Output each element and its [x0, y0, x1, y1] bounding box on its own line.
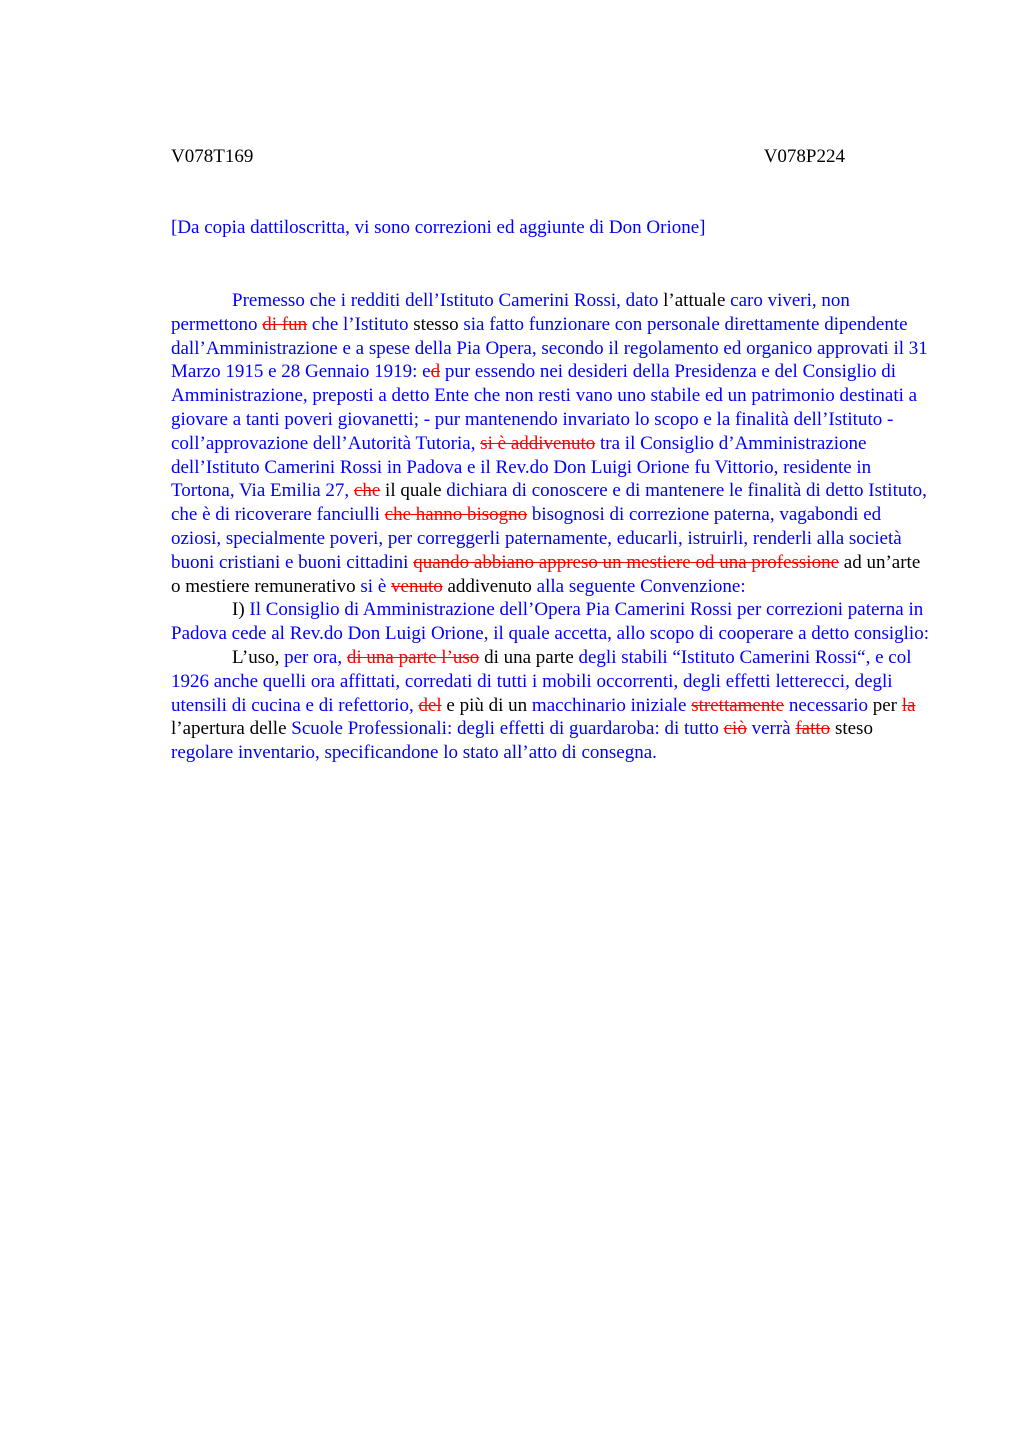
original-text: di una parte [479, 646, 579, 668]
deleted-text: che [353, 480, 381, 502]
document-body [171, 289, 929, 765]
added-text: dichiara di conoscere e di mantenere le finalità di detto Istituto, che è di ricoverare fanciulli [171, 480, 927, 526]
original-text: steso [830, 718, 873, 740]
added-text: sia fatto funzionare con personale direttamente dipendente dall’Amministrazione e a spese della Pia Opera, secondo il regolamento ed organico approvati il 31 Marzo 1915 e 28 Gennaio 1919: e [171, 313, 928, 383]
original-text: L’uso, [232, 646, 285, 668]
paragraph-article-one [171, 598, 929, 646]
original-text: il quale [380, 480, 447, 502]
added-text: Premesso che i redditi dell’Istituto Camerini Rossi, dato [232, 290, 664, 311]
original-text: ad un’arte o mestiere remunerativo [171, 551, 921, 597]
original-text: I) [232, 599, 250, 621]
deleted-text: del [418, 694, 442, 716]
added-text: degli stabili “Istituto Camerini Rossi“, e col 1926 anche quelli ora affittati, corredati di tutti i mobili occorrenti, degli effetti letterecci, degli utensili di cucina e di refettorio, [171, 646, 912, 716]
deleted-text: la [901, 694, 916, 716]
added-text: regolare inventario, specificandone lo stato all’atto di consegna. [171, 742, 657, 764]
original-text: e più di un [441, 694, 532, 716]
original-text: l’apertura delle [171, 718, 292, 740]
added-text: pur essendo nei desideri della Presidenza e del Consiglio di Amministrazione, preposti a detto Ente che non resti vano uno stabile ed un patrimonio destinati a giovare a tanti poveri giovanetti; - pur mantenendo invariato lo scopo e la finalità dell’Istituto - coll’approvazione dell’Autorità Tutoria, [171, 361, 918, 454]
deleted-text: che hanno bisogno [384, 504, 528, 526]
added-text: Il Consiglio di Amministrazione dell’Opera Pia Camerini Rossi per correzioni paterna in Padova cede al Rev.do Don Luigi Orione, il quale accetta, allo scopo di cooperare a detto consiglio: [171, 599, 929, 645]
added-text: si è [360, 575, 392, 597]
paragraph-premesso [171, 289, 929, 598]
original-text: per [872, 694, 902, 716]
added-text: Scuole Professionali: degli effetti di guardaroba: di tutto [291, 718, 724, 740]
deleted-text: venuto [391, 575, 443, 597]
original-text: addivenuto [442, 575, 537, 597]
deleted-text: quando abbiano appreso un mestiere od una professione [413, 551, 840, 573]
editorial-note: [Da copia dattiloscritta, vi sono correzioni ed aggiunte di Don Orione] [171, 217, 706, 238]
added-text: tra il Consiglio d’Amministrazione dell’Istituto Camerini Rossi in Padova e il Rev.do Don Luigi Orione fu Vittorio, residente in Tortona, Via Emilia 27, [171, 432, 872, 502]
deleted-text: di fun [262, 313, 308, 335]
added-text: bisognosi di correzione paterna, vagabondi ed oziosi, specialmente poveri, per correggerli paternamente, educarli, istruirli, renderli alla società buoni cristiani e buoni cittadini [171, 504, 902, 573]
added-text: macchinario iniziale [531, 694, 692, 716]
deleted-text: fatto [795, 718, 831, 740]
deleted-text: ciò [723, 718, 747, 740]
added-text: verrà [746, 718, 796, 740]
original-text: stesso [413, 313, 464, 335]
added-text: che l’Istituto [307, 313, 414, 335]
original-text: l’attuale [663, 290, 731, 311]
document-code-right: V078P224 [763, 146, 845, 167]
deleted-text: si è addivenuto [480, 432, 596, 454]
added-text: caro viveri, non permettono [171, 290, 850, 335]
added-text: per ora, [284, 646, 347, 668]
deleted-text: strettamente [691, 694, 785, 716]
added-text: alla seguente Convenzione: [536, 575, 746, 597]
deleted-text: d [430, 361, 441, 383]
document-code-left: V078T169 [171, 146, 254, 167]
added-text: necessario [784, 694, 873, 716]
deleted-text: di una parte l’uso [346, 646, 480, 668]
paragraph-uso [171, 646, 929, 765]
